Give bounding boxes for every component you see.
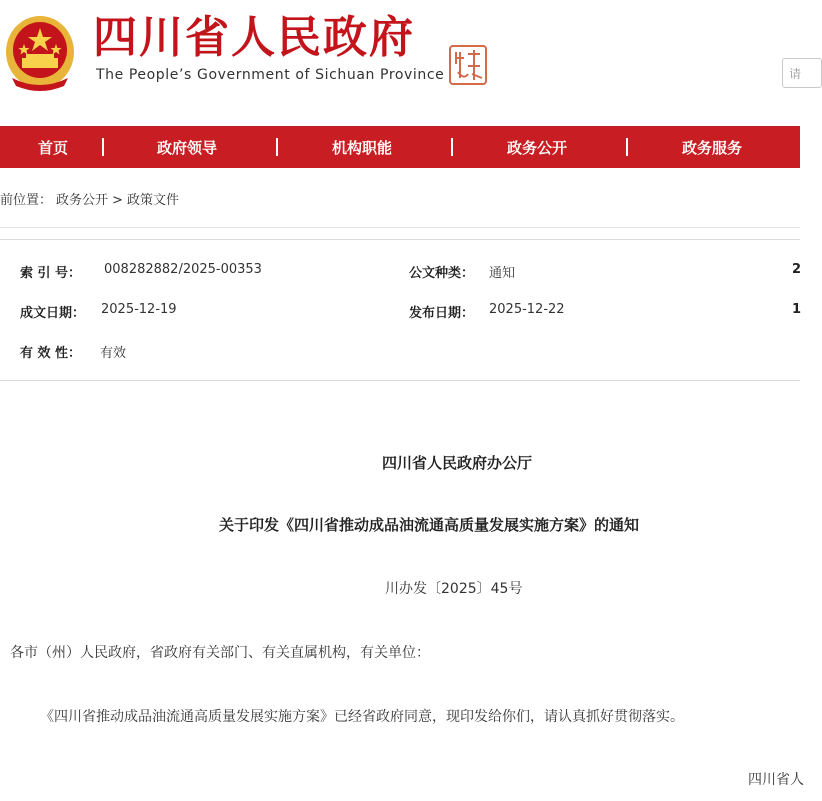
- meta-cutoff-label: 1: [792, 302, 802, 317]
- nav-separator: [102, 138, 104, 156]
- document-number: 川办发〔2025〕45号: [385, 581, 523, 597]
- nav-item-services[interactable]: 政务服务: [682, 139, 743, 157]
- main-nav: [0, 126, 800, 168]
- nav-separator: [451, 138, 453, 156]
- meta-published-label: 发布日期：: [409, 306, 475, 321]
- seal-logo-icon: [448, 44, 488, 86]
- breadcrumb-prefix: 前位置：: [0, 193, 53, 208]
- national-emblem-icon: [2, 8, 78, 92]
- divider: [0, 227, 800, 228]
- breadcrumb-current[interactable]: 政策文件: [126, 193, 179, 208]
- document-signature: 四川省人: [748, 772, 804, 788]
- meta-validity-label: 有 效 性：: [20, 346, 82, 361]
- meta-created-label: 成文日期：: [20, 306, 86, 321]
- breadcrumb-link-public-affairs[interactable]: 政务公开: [56, 193, 109, 208]
- nav-item-leaders[interactable]: 政府领导: [157, 139, 218, 157]
- document-salutation: 各市（州）人民政府，省政府有关部门、有关直属机构，有关单位：: [10, 645, 430, 661]
- meta-type-label: 公文种类：: [409, 266, 475, 281]
- site-title: 四川省人民政府: [93, 12, 415, 63]
- nav-item-functions[interactable]: 机构职能: [332, 139, 393, 157]
- meta-index-label: 索 引 号：: [20, 266, 82, 281]
- nav-item-home[interactable]: 首页: [38, 139, 69, 157]
- document-meta-box: [0, 239, 800, 381]
- meta-cutoff-label: 2: [792, 262, 802, 277]
- breadcrumb: [0, 189, 183, 208]
- site-header: [0, 0, 800, 126]
- meta-type-value: 通知: [489, 266, 516, 281]
- document-issuer: 四川省人民政府办公厅: [381, 454, 532, 472]
- meta-index-value: 008282882/2025-00353: [104, 262, 262, 277]
- meta-created-value: 2025-12-19: [101, 302, 177, 317]
- meta-validity-value: 有效: [100, 346, 127, 361]
- nav-separator: [276, 138, 278, 156]
- site-subtitle: The People’s Government of Sichuan Province: [96, 67, 445, 83]
- nav-item-public-affairs[interactable]: 政务公开: [507, 139, 568, 157]
- breadcrumb-separator: >: [112, 193, 123, 208]
- nav-separator: [626, 138, 628, 156]
- document-paragraph: 《四川省推动成品油流通高质量发展实施方案》已经省政府同意，现印发给你们，请认真抓好贯彻落实。: [40, 709, 684, 725]
- document-title: 关于印发《四川省推动成品油流通高质量发展实施方案》的通知: [219, 516, 640, 534]
- meta-published-value: 2025-12-22: [489, 302, 565, 317]
- search-input[interactable]: 请: [782, 58, 822, 88]
